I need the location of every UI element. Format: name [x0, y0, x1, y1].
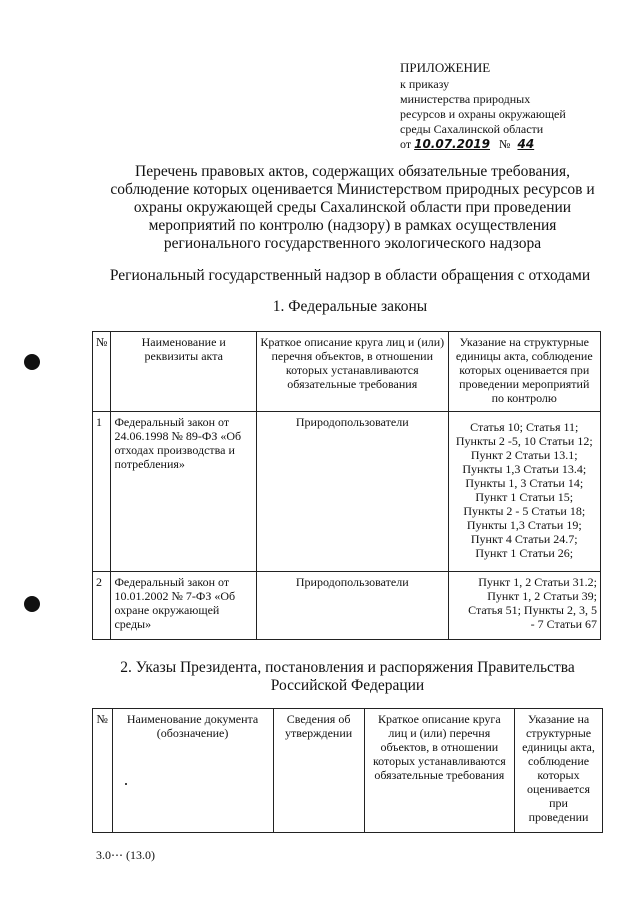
header-num: №: [93, 709, 113, 833]
row-name: Федеральный закон от 10.01.2002 № 7-ФЗ «Об охране окружающей среды»: [111, 572, 257, 640]
unit-line: Пункты 1,3 Статьи 13.4;: [462, 462, 587, 476]
row-num: 1: [93, 412, 111, 572]
unit-line: Пункты 2 - 5 Статьи 18;: [463, 504, 586, 518]
document-title: Перечень правовых актов, содержащих обязательные требования, соблюдение которых оценивается Министерством природных ресурсов и охраны окружающей среды Сахалинской области при проведении мероприятий по контролю (надзору) в рамках осуществления регионального государственного экологического надзора: [110, 163, 595, 252]
header-doc-name: Наименование документа (обозначение): [112, 709, 273, 833]
unit-line: Статья 10; Статья 11;: [470, 420, 579, 434]
row-num: 2: [93, 572, 111, 640]
header-num: №: [93, 332, 111, 412]
header-name: Наименование и реквизиты акта: [111, 332, 257, 412]
number-prefix: №: [499, 137, 511, 151]
appendix-line: министерства природных: [400, 92, 531, 106]
row-subjects: Природопользователи: [257, 572, 449, 640]
table-row: [93, 412, 601, 572]
row-name: Федеральный закон от 24.06.1998 № 89-ФЗ «Об отходах производства и потребления»: [111, 412, 257, 572]
federal-laws-table: [92, 331, 601, 640]
date-prefix: от: [400, 137, 412, 151]
appendix-heading: ПРИЛОЖЕНИЕ: [400, 60, 491, 75]
order-date: 10.07.2019: [414, 137, 491, 151]
header-subjects: Краткое описание круга лиц и (или) перечня объектов, в отношении которых устанавливаются обязательные требования: [257, 332, 449, 412]
appendix-date-line: [400, 137, 600, 152]
header-approval: Сведения об утверждении: [273, 709, 364, 833]
unit-line: Статья 51; Пункты 2, 3, 5: [468, 603, 597, 617]
punch-hole-top: [24, 354, 40, 370]
appendix-line: к приказу: [400, 77, 450, 91]
row-units: [448, 412, 600, 572]
unit-line: Пункт 1 Статьи 26;: [475, 546, 574, 560]
appendix-line: среды Сахалинской области: [400, 122, 544, 136]
table-header-row: [93, 332, 601, 412]
government-acts-table: [92, 708, 603, 833]
header-subjects: Краткое описание круга лиц и (или) перечня объектов, в отношении которых устанавливаются обязательные требования: [364, 709, 514, 833]
scan-speck: [125, 783, 127, 785]
unit-line: - 7 Статьи 67: [530, 617, 597, 631]
table-header-row: [93, 709, 603, 833]
page-footer: 3.0⋯ (13.0): [96, 848, 155, 862]
header-units: Указание на структурные единицы акта, соблюдение которых оценивается при проведении мероприятий по контролю: [448, 332, 600, 412]
punch-hole-bottom: [24, 596, 40, 612]
table-row: [93, 572, 601, 640]
row-units: [448, 572, 600, 640]
header-units: Указание на структурные единицы акта, соблюдение которых оценивается при проведении: [515, 709, 603, 833]
section-2-heading: 2. Указы Президента, постановления и распоряжения Правительства Российской Федерации: [120, 659, 575, 694]
unit-line: Пункты 1,3 Статьи 19;: [466, 518, 582, 532]
unit-line: Пункт 4 Статьи 24.7;: [470, 532, 578, 546]
unit-line: Пункт 1 Статьи 15;: [475, 490, 574, 504]
order-number: 44: [517, 137, 535, 151]
document-subtitle: Региональный государственный надзор в области обращения с отходами: [109, 267, 591, 284]
section-1-heading: 1. Федеральные законы: [272, 298, 428, 315]
unit-line: Пункты 1, 3 Статьи 14;: [465, 476, 584, 490]
unit-line: Пункты 2 -5, 10 Статьи 12; Пункт 2 Статьи 13.1;: [455, 434, 593, 462]
appendix-block: [400, 60, 600, 152]
appendix-line: ресурсов и охраны окружающей: [400, 107, 566, 121]
row-subjects: Природопользователи: [257, 412, 449, 572]
unit-line: Пункт 1, 2 Статьи 39;: [487, 589, 597, 603]
unit-line: Пункт 1, 2 Статьи 31.2;: [478, 575, 597, 589]
